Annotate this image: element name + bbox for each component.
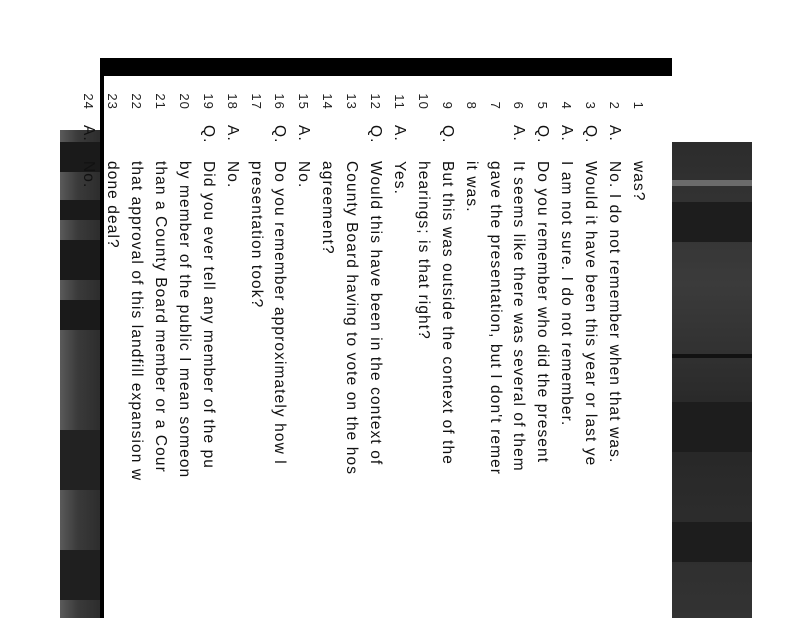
speaker-label: Q. — [534, 125, 552, 144]
speaker-label: Q. — [199, 125, 217, 144]
line-text: It seems like there was several of them — [510, 161, 528, 472]
transcript-page — [80, 76, 672, 618]
line-text: No. — [295, 161, 313, 189]
scan-background-left — [60, 130, 105, 618]
line-number: 12 — [368, 93, 384, 110]
line-text: But this was outside the context of the — [438, 161, 456, 465]
line-number: 17 — [248, 93, 264, 110]
line-number: 2 — [607, 101, 623, 110]
line-number: 7 — [487, 101, 503, 110]
line-text: it was. — [462, 161, 480, 213]
line-number: 9 — [439, 101, 455, 110]
line-text: that approval of this landfill expansion w — [128, 161, 146, 482]
speaker-label: A. — [606, 125, 624, 142]
line-text: No. — [80, 161, 98, 189]
line-number: 10 — [415, 93, 431, 110]
line-text: No. — [223, 161, 241, 189]
line-number: 18 — [224, 93, 240, 110]
line-number: 13 — [344, 93, 360, 110]
line-number: 21 — [153, 93, 168, 110]
speaker-label: A. — [391, 125, 408, 142]
line-number: 22 — [129, 93, 145, 110]
line-text: County Board having to vote on the hos — [343, 161, 361, 476]
speaker-label: A. — [558, 125, 576, 142]
speaker-label: A. — [295, 125, 313, 142]
line-number: 19 — [200, 93, 216, 110]
scan-background-right — [672, 142, 752, 618]
speaker-label: A. — [223, 125, 241, 142]
line-text: Yes. — [391, 161, 408, 195]
line-text: Do you remember approximately how l — [271, 161, 289, 465]
line-number: 8 — [463, 101, 479, 110]
line-number: 5 — [535, 101, 551, 110]
line-number: 20 — [176, 93, 192, 110]
line-number: 11 — [392, 94, 407, 110]
line-text: Do you remember who did the present — [534, 161, 552, 464]
line-number: 16 — [272, 93, 288, 110]
line-number: 15 — [296, 93, 312, 110]
line-text: I am not sure. I do not remember. — [558, 161, 576, 427]
line-text: agreement? — [319, 161, 337, 255]
page-shadow — [102, 58, 672, 76]
speaker-label: A. — [510, 125, 528, 142]
line-text: hearings; is that right? — [414, 161, 432, 340]
line-number: 14 — [320, 93, 336, 110]
line-number: 23 — [105, 93, 121, 110]
line-number: 6 — [511, 101, 527, 110]
line-text: Would it have been this year or last ye — [582, 161, 600, 467]
line-text: No. I do not remember when that was. — [606, 161, 624, 464]
line-text: by member of the public I mean someon — [175, 161, 193, 479]
speaker-label: A. — [80, 125, 98, 142]
line-text: was? — [630, 161, 647, 202]
line-number: 4 — [559, 101, 575, 110]
line-text: done deal? — [104, 161, 122, 249]
line-number: 1 — [631, 101, 646, 110]
speaker-label: Q. — [271, 125, 289, 144]
line-number: 24 — [81, 93, 97, 110]
speaker-label: Q. — [367, 125, 385, 144]
line-text: Would this have been in the context of — [367, 161, 385, 466]
line-number: 3 — [583, 101, 599, 110]
line-text: gave the presentation, but I don't remer — [486, 161, 504, 476]
transcript-text-rotated — [80, 76, 672, 618]
speaker-label: Q. — [438, 125, 456, 144]
speaker-label: Q. — [582, 125, 600, 144]
line-text: presentation took? — [247, 161, 265, 309]
line-text: Did you ever tell any member of the pu — [199, 161, 217, 470]
line-text: than a County Board member or a Cour — [152, 161, 169, 473]
